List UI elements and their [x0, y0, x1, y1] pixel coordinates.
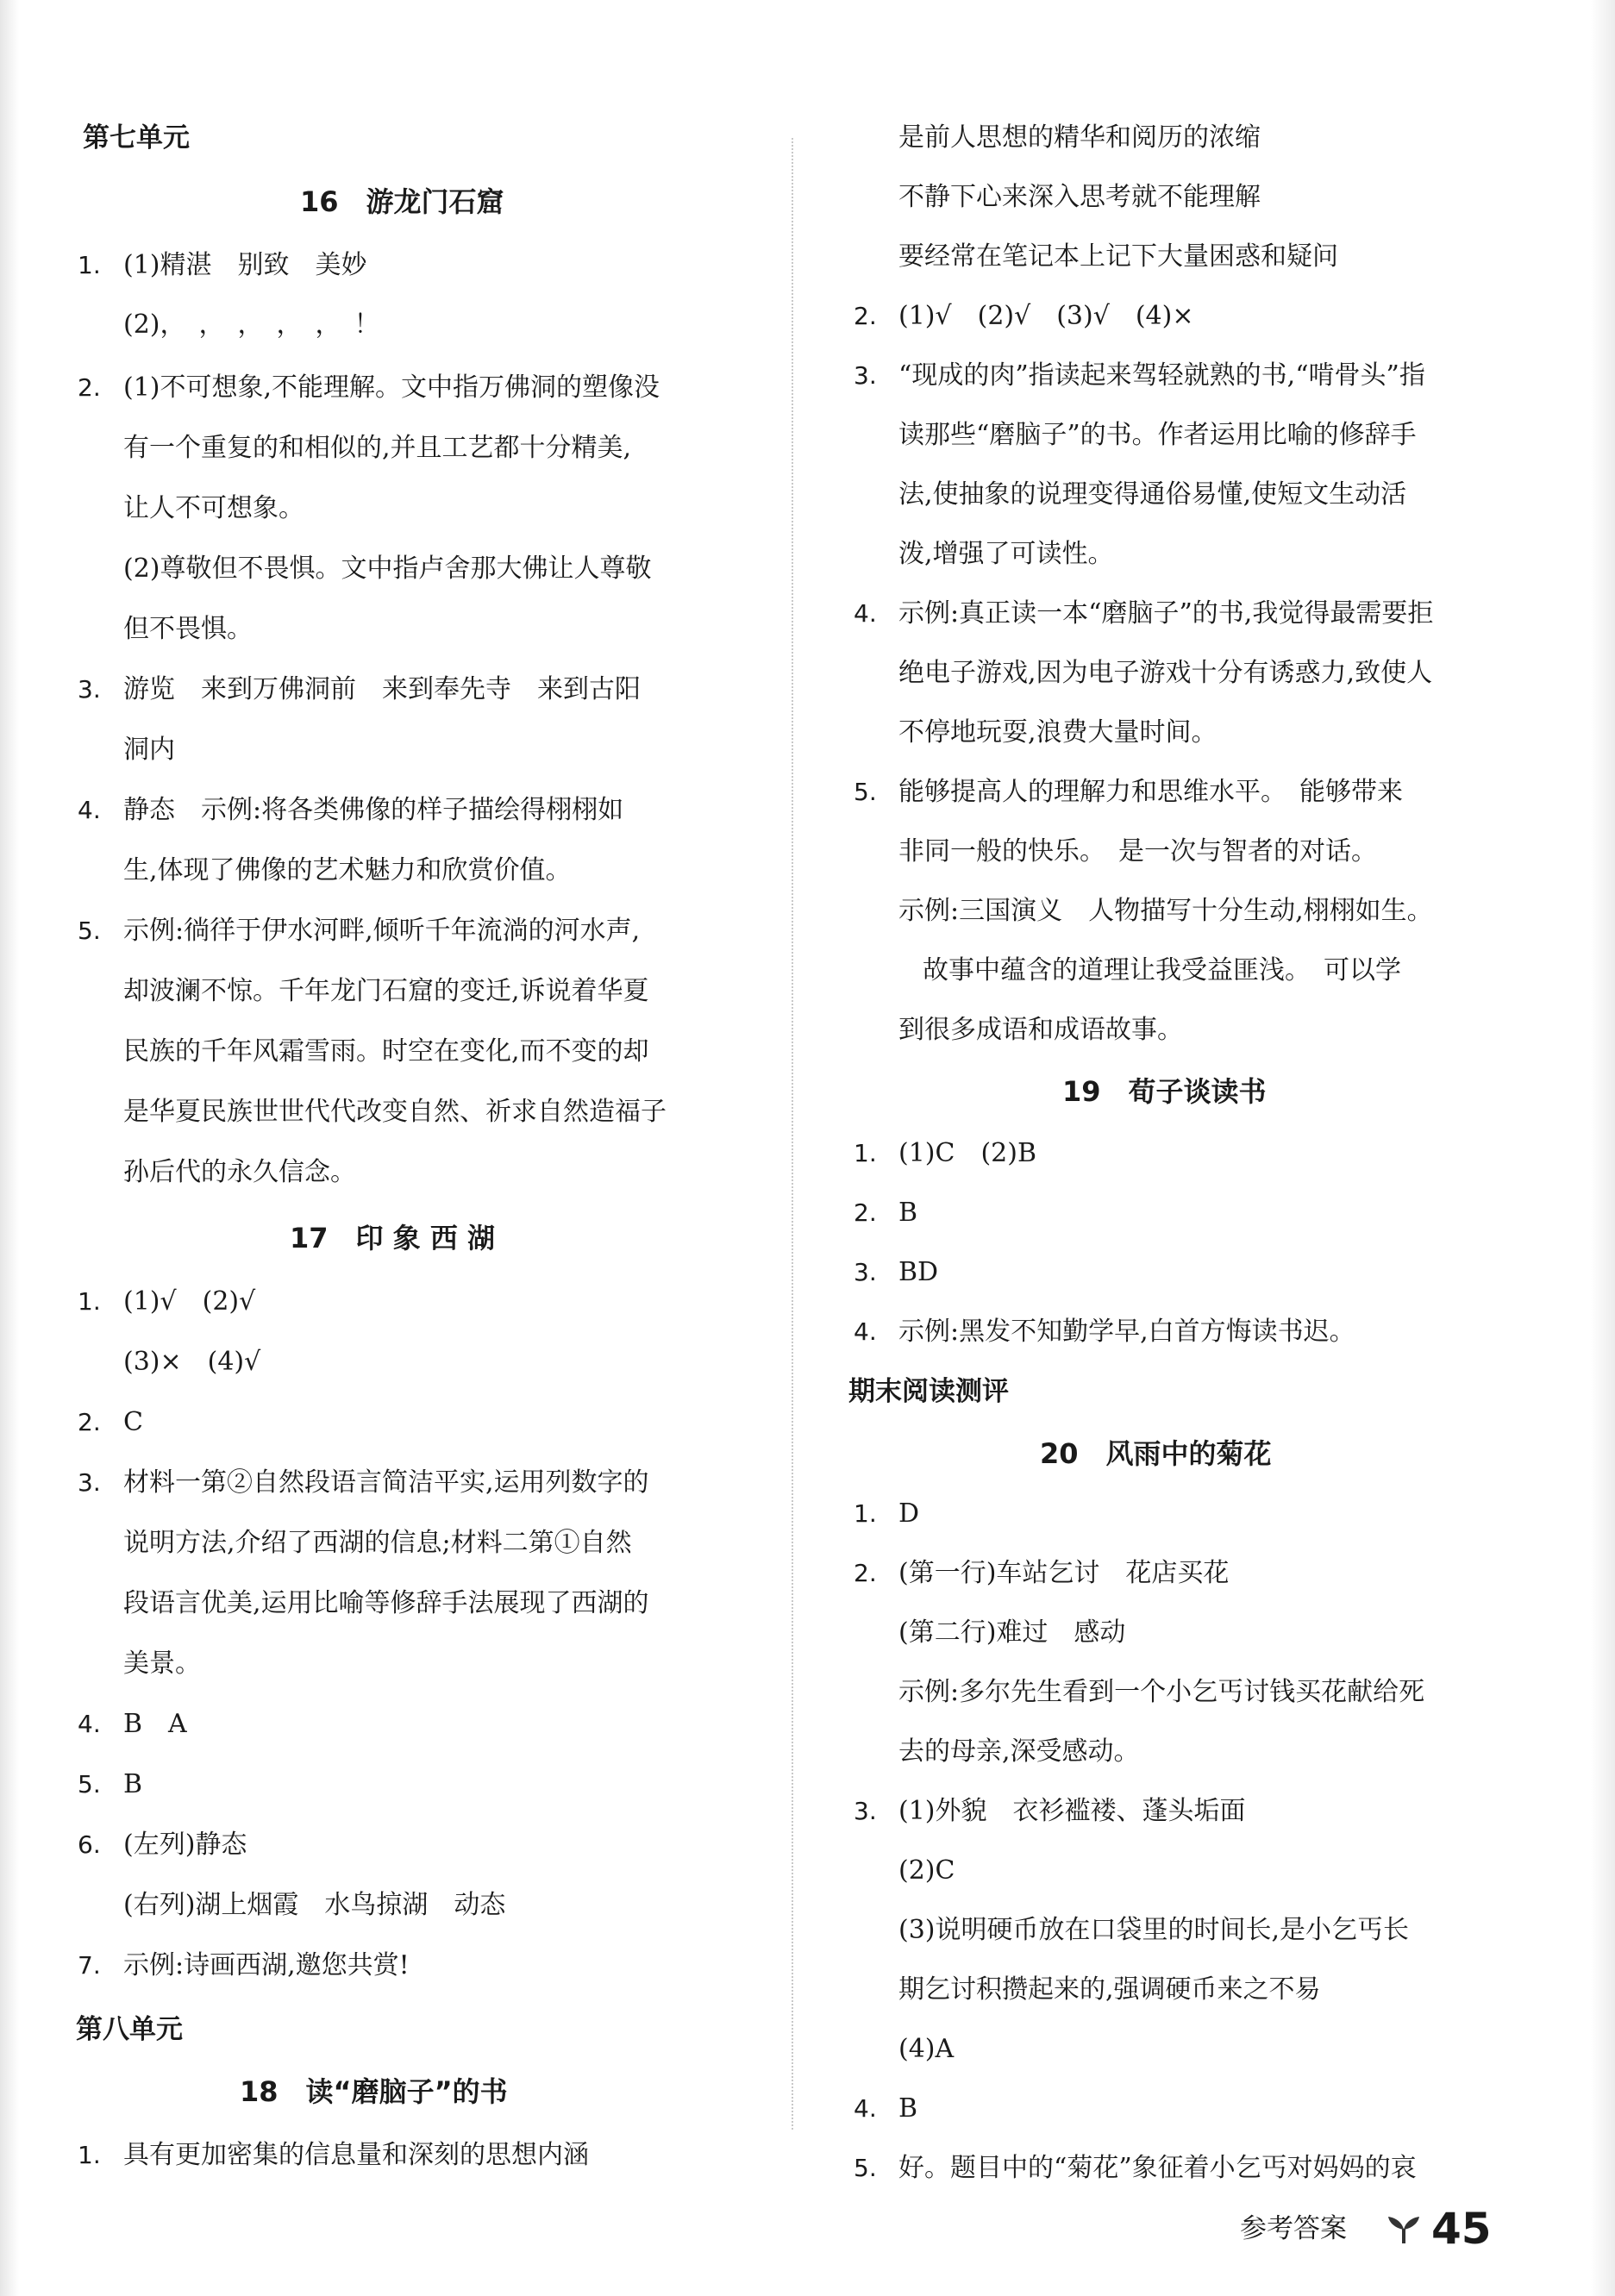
answer-line: 读那些“磨脑子”的书。作者运用比喻的修辞手 [898, 420, 1417, 450]
answer-line: 非同一般的快乐。 是一次与智者的对话。 [898, 836, 1377, 866]
answer-line: (1)√ (2)√ (3)√ (4)× [898, 301, 1194, 331]
answer-line: (4)A [898, 2034, 955, 2064]
answer-line: 期乞讨积攒起来的,强调硬币来之不易 [898, 1974, 1321, 2005]
answer-line: 要经常在笔记本上记下大量困惑和疑问 [898, 241, 1338, 272]
answer-line: 去的母亲,深受感动。 [898, 1736, 1140, 1767]
answer-line: 不停地玩耍,浪费大量时间。 [898, 717, 1218, 748]
answer-line: (1)外貌 衣衫褴褛、蓬头垢面 [898, 1796, 1246, 1826]
answer-line: 美景。 [123, 1648, 201, 1679]
answer-line: 故事中蕴含的道理让我受益匪浅。 可以学 [923, 955, 1401, 985]
question-number: 1. [78, 251, 101, 279]
question-number: 6. [78, 1830, 101, 1859]
answer-line: 不静下心来深入思考就不能理解 [898, 182, 1261, 212]
answer-line: 法,使抽象的说理变得通俗易懂,使短文生动活 [898, 479, 1407, 510]
answer-line: (第一行)车站乞讨 花店买花 [898, 1558, 1230, 1588]
question-number: 5. [78, 917, 101, 945]
question-number: 1. [78, 1287, 101, 1316]
lesson-title-20: 20 风雨中的菊花 [1040, 1437, 1272, 1470]
answer-line: 具有更加密集的信息量和深刻的思想内涵 [123, 2140, 589, 2170]
question-number: 3. [854, 1797, 877, 1825]
question-number: 3. [854, 1258, 877, 1286]
answer-line: (1)精湛 别致 美妙 [123, 250, 367, 280]
answer-line: (1)√ (2)√ [123, 1286, 256, 1317]
question-number: 1. [854, 1139, 877, 1167]
unit-heading-8: 第八单元 [76, 2014, 183, 2045]
question-number: 3. [78, 1468, 101, 1497]
question-number: 1. [854, 1499, 877, 1528]
lesson-title-16: 16 游龙门石窟 [300, 185, 504, 218]
column-divider [792, 138, 793, 2130]
answer-line: “现成的肉”指读起来驾轻就熟的书,“啃骨头”指 [898, 360, 1425, 391]
answer-line: 但不畏惧。 [123, 614, 253, 644]
footer-label: 参考答案 [1240, 2213, 1347, 2244]
page-number: 45 [1431, 2204, 1492, 2254]
answer-line: 民族的千年风霜雪雨。时空在变化,而不变的却 [123, 1036, 649, 1067]
question-number: 2. [854, 1559, 877, 1587]
question-number: 4. [78, 1710, 101, 1738]
answer-line: B [123, 1769, 143, 1799]
answer-line: D [898, 1498, 920, 1529]
answer-line: 绝电子游戏,因为电子游戏十分有诱惑力,致使人 [898, 658, 1433, 688]
answer-line: BD [898, 1257, 939, 1287]
question-number: 5. [854, 2154, 877, 2182]
answer-line: 能够提高人的理解力和思维水平。 能够带来 [898, 777, 1403, 807]
answer-line: 示例:黑发不知勤学早,白首方悔读书迟。 [898, 1317, 1355, 1347]
lesson-title-19: 19 荀子谈读书 [1062, 1075, 1267, 1108]
answer-line: 示例:诗画西湖,邀您共赏! [123, 1950, 410, 1980]
answer-line: B [898, 1198, 918, 1228]
question-number: 2. [78, 373, 101, 402]
answer-line: 游览 来到万佛洞前 来到奉先寺 来到古阳 [123, 674, 641, 704]
section-heading-final: 期末阅读测评 [848, 1376, 1009, 1407]
question-number: 3. [854, 361, 877, 390]
question-number: 1. [78, 2141, 101, 2169]
answer-line: 到很多成语和成语故事。 [898, 1015, 1183, 1045]
leaf-icon [1387, 2215, 1421, 2244]
answer-line: 有一个重复的和相似的,并且工艺都十分精美, [123, 433, 632, 463]
question-number: 7. [78, 1951, 101, 1980]
answer-line: B A [123, 1709, 187, 1739]
answer-line: (2)， ， ， ， ， ！ [123, 310, 380, 340]
question-number: 4. [854, 1317, 877, 1346]
answer-line: (2)尊敬但不畏惧。文中指卢舍那大佛让人尊敬 [123, 554, 652, 584]
answer-line: (第二行)难过 感动 [898, 1617, 1126, 1648]
answer-line: (右列)湖上烟霞 水鸟掠湖 动态 [123, 1890, 506, 1920]
answer-line: 静态 示例:将各类佛像的样子描绘得栩栩如 [123, 795, 624, 825]
answer-line: 说明方法,介绍了西湖的信息;材料二第①自然 [123, 1528, 632, 1558]
page-footer [1240, 2203, 1585, 2255]
answer-line: 示例:三国演义 人物描写十分生动,栩栩如生。 [898, 896, 1433, 926]
unit-heading-7: 第七单元 [83, 122, 190, 153]
answer-line: 泼,增强了可读性。 [898, 539, 1114, 569]
question-number: 3. [78, 675, 101, 704]
answer-line: 示例:多尔先生看到一个小乞丐讨钱买花献给死 [898, 1677, 1425, 1707]
answer-line: (1)C (2)B [898, 1138, 1036, 1168]
answer-line: 示例:真正读一本“磨脑子”的书,我觉得最需要拒 [898, 598, 1434, 629]
question-number: 5. [854, 778, 877, 806]
question-number: 4. [854, 599, 877, 628]
answer-line: 段语言优美,运用比喻等修辞手法展现了西湖的 [123, 1588, 649, 1618]
answer-line: 是华夏民族世世代代改变自然、祈求自然造福子 [123, 1097, 667, 1127]
answer-line: (2)C [898, 1855, 955, 1886]
answer-line: (左列)静态 [123, 1830, 247, 1860]
answer-line: 洞内 [123, 735, 175, 765]
question-number: 2. [78, 1408, 101, 1436]
lesson-title-18: 18 读“磨脑子”的书 [240, 2075, 508, 2108]
question-number: 2. [854, 302, 877, 330]
answer-line: 好。题目中的“菊花”象征着小乞丐对妈妈的哀 [898, 2153, 1417, 2183]
answer-line: 孙后代的永久信念。 [123, 1157, 356, 1187]
question-number: 2. [854, 1198, 877, 1227]
page-edge-shadow-left [0, 0, 19, 2296]
question-number: 4. [854, 2094, 877, 2123]
answer-line: 是前人思想的精华和阅历的浓缩 [898, 122, 1261, 153]
answer-line: 生,体现了佛像的艺术魅力和欣赏价值。 [123, 855, 572, 885]
answer-line: 却波澜不惊。千年龙门石窟的变迁,诉说着华夏 [123, 976, 649, 1006]
answer-line: (3)× (4)√ [123, 1347, 261, 1377]
page-edge-shadow-right [1591, 0, 1615, 2296]
answer-line: C [123, 1407, 143, 1437]
question-number: 5. [78, 1770, 101, 1799]
answer-line: 让人不可想象。 [123, 493, 304, 523]
answer-line: (1)不可想象,不能理解。文中指万佛洞的塑像没 [123, 372, 660, 403]
answer-line: 示例:徜徉于伊水河畔,倾听千年流淌的河水声, [123, 916, 641, 946]
answer-line: (3)说明硬币放在口袋里的时间长,是小乞丐长 [898, 1915, 1410, 1945]
lesson-title-17: 17 印 象 西 湖 [290, 1222, 495, 1254]
answer-line: B [898, 2093, 918, 2124]
question-number: 4. [78, 796, 101, 824]
answer-line: 材料一第②自然段语言简洁平实,运用列数字的 [123, 1467, 649, 1498]
